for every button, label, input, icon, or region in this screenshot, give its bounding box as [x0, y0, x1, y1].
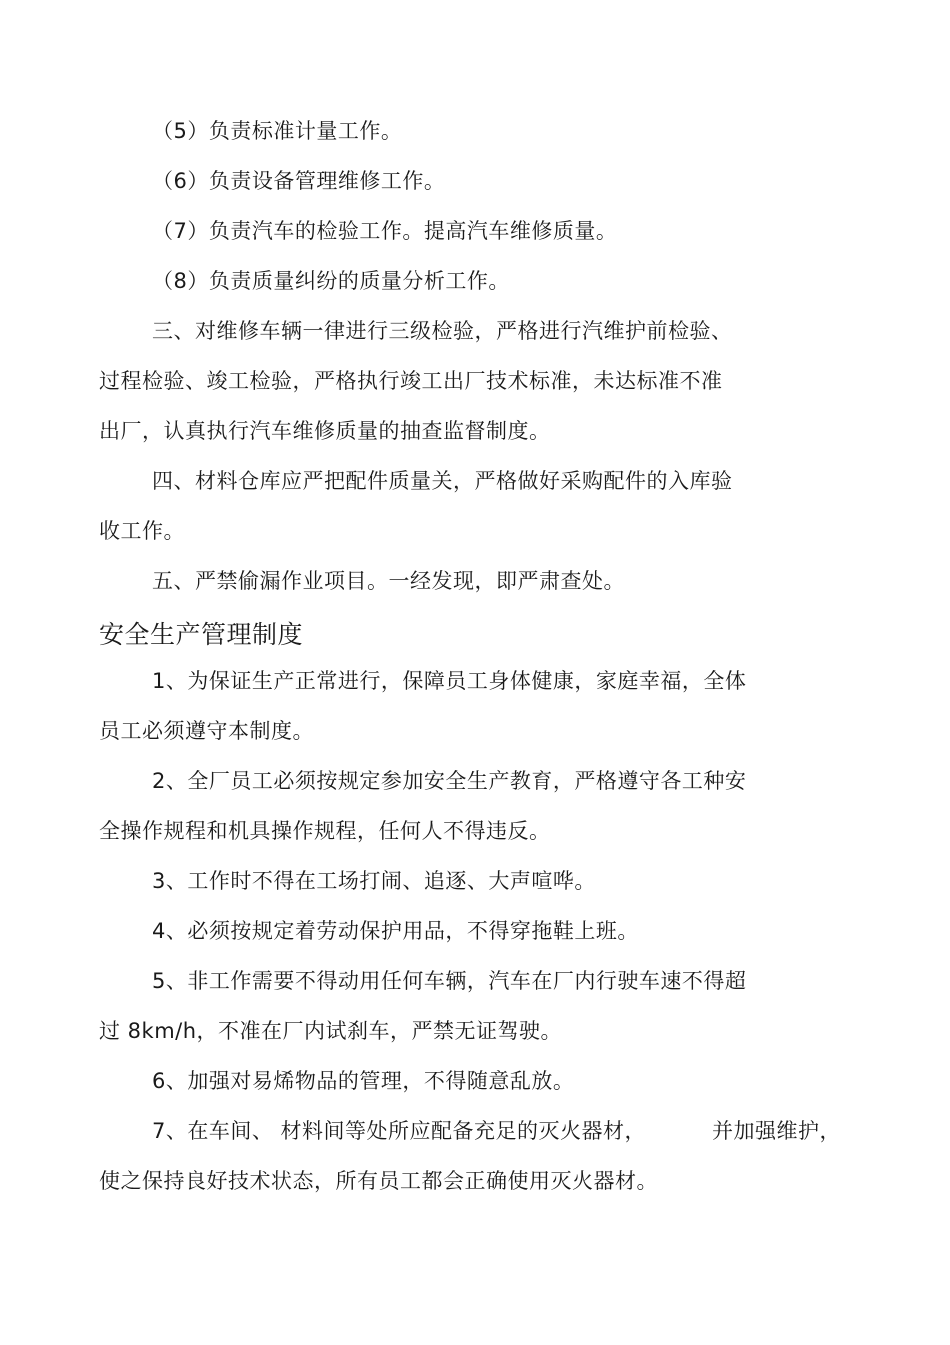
section-3-line-3: 出厂，认真执行汽车维修质量的抽查监督制度。	[99, 419, 551, 443]
section-3-line-2: 过程检验、竣工检验，严格执行竣工出厂技术标准，未达标准不准	[99, 369, 723, 393]
safety-rule-7-line-1b: 并加强维护，	[712, 1119, 841, 1143]
safety-rule-2-line-1: 2、全厂员工必须按规定参加安全生产教育，严格遵守各工种安	[152, 769, 747, 793]
safety-rule-3: 3、工作时不得在工场打闹、追逐、大声喧哗。	[152, 869, 596, 893]
safety-rule-5-line-1: 5、非工作需要不得动用任何车辆，汽车在厂内行驶车速不得超	[152, 969, 747, 993]
section-4-line-2: 收工作。	[99, 519, 185, 543]
safety-rule-2-line-2: 全操作规程和机具操作规程，任何人不得违反。	[99, 819, 551, 843]
quality-item-6: （6）负责设备管理维修工作。	[152, 169, 446, 193]
safety-rule-1-line-1: 1、为保证生产正常进行，保障员工身体健康，家庭幸福，全体	[152, 669, 747, 693]
safety-section-title: 安全生产管理制度	[99, 620, 304, 649]
quality-item-8: （8）负责质量纠纷的质量分析工作。	[152, 269, 510, 293]
safety-rule-5-line-2: 过 8km/h，不准在厂内试刹车，严禁无证驾驶。	[99, 1019, 563, 1043]
safety-rule-7-line-1a: 7、在车间、 材料间等处所应配备充足的灭火器材，	[152, 1119, 647, 1143]
section-4-line-1: 四、材料仓库应严把配件质量关，严格做好采购配件的入库验	[152, 469, 733, 493]
safety-rule-4: 4、必须按规定着劳动保护用品，不得穿拖鞋上班。	[152, 919, 639, 943]
section-5: 五、严禁偷漏作业项目。一经发现，即严肃查处。	[152, 569, 625, 593]
quality-item-5: （5）负责标准计量工作。	[152, 119, 403, 143]
safety-rule-7-line-2: 使之保持良好技术状态，所有员工都会正确使用灭火器材。	[99, 1169, 658, 1193]
quality-item-7: （7）负责汽车的检验工作。提高汽车维修质量。	[152, 219, 618, 243]
section-3-line-1: 三、对维修车辆一律进行三级检验，严格进行汽维护前检验、	[152, 319, 733, 343]
safety-rule-6: 6、加强对易烯物品的管理，不得随意乱放。	[152, 1069, 575, 1093]
safety-rule-1-line-2: 员工必须遵守本制度。	[99, 719, 314, 743]
